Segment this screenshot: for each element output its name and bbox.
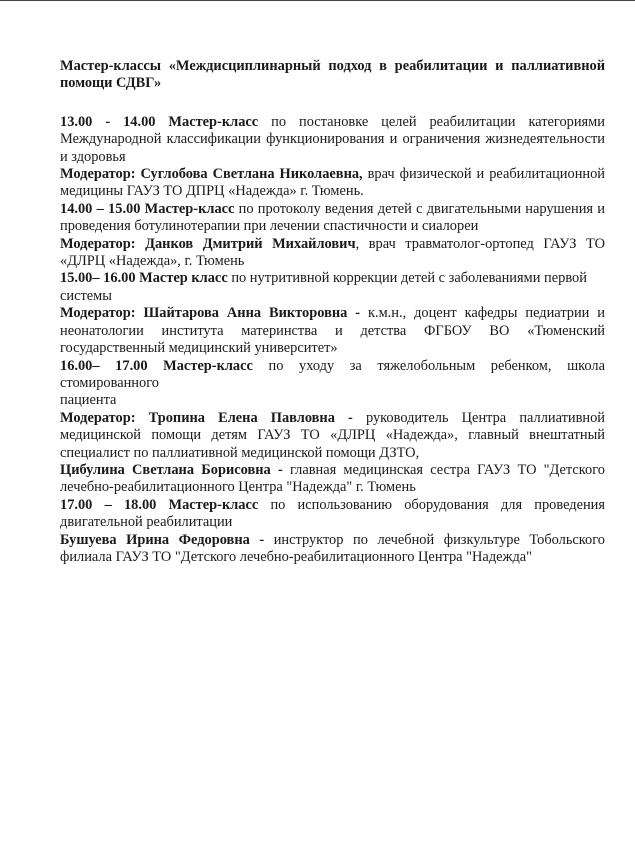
session-3-moderator-role: к.м.н., доцент кафедры педиатрии и неонатологии института материнства и детства ФГБОУ ВО «Тюменский государственный медицинский университет» xyxy=(60,305,606,357)
session-2-topic: по протоколу ведения детей с двигательными нарушения и проведения ботулинотерапии при лечении спастичности и сиалореи xyxy=(60,200,605,235)
session-1-moderator-name: Модератор: Суглобова Светлана Николаевна, xyxy=(60,166,363,183)
session-5-time: 17.00 – 18.00 Мастер-класс xyxy=(60,496,259,513)
session-2-moderator-name: Модератор: Данков Дмитрий Михайлович xyxy=(60,235,356,252)
session-4-moderator xyxy=(60,410,605,462)
session-5-moderator xyxy=(60,532,605,567)
document-page xyxy=(60,58,605,566)
session-2-moderator-role: , врач травматолог-ортопед ГАУЗ ТО «ДЛРЦ «Надежда», г. Тюмень xyxy=(60,235,605,270)
session-2-description xyxy=(60,201,605,236)
session-4-topic-tail: пациента xyxy=(60,392,117,409)
session-1-moderator xyxy=(60,166,605,201)
session-5-moderator-role: инструктор по лечебной физкультуре Тобольского филиала ГАУЗ ТО "Детского лечебно-реабилитационного Центра "Надежда" xyxy=(60,531,605,565)
session-4-co-moderator-name: Цибулина Светлана Борисовна - xyxy=(60,461,283,478)
session-4-time: 16.00– 17.00 Мастер-класс xyxy=(60,357,253,374)
session-4-topic: по уходу за тяжелобольным ребенком, школа стомированного xyxy=(60,357,605,391)
session-1-description xyxy=(60,114,605,166)
session-3-time: 15.00– 16.00 Мастер класс xyxy=(60,270,228,287)
session-4-moderator-role: руководитель Центра паллиативной медицинской помощи детям ГАУЗ ТО «ДЛРЦ «Надежда», главный внештатный специалист по паллиативной медицинской помощи ДЗТО, xyxy=(60,409,605,461)
session-3-moderator-name: Модератор: Шайтарова Анна Викторовна - xyxy=(60,305,361,322)
session-3-description xyxy=(60,270,605,305)
page-top-border xyxy=(0,0,635,1)
session-4-description xyxy=(60,358,605,410)
session-3-topic: по нутритивной коррекции детей с заболеваниями первой xyxy=(227,270,587,287)
session-1-topic: по постановке целей реабилитации категориями Международной классификации функционирования и ограничения жизнедеятельности и здоровья xyxy=(60,113,605,165)
session-4-moderator-name: Модератор: Тропина Елена Павловна - xyxy=(60,409,353,426)
session-5-moderator-name: Бушуева Ирина Федоровна - xyxy=(60,531,265,548)
session-3-topic-tail: системы xyxy=(60,287,112,304)
session-2-moderator xyxy=(60,236,605,271)
session-4-co-moderator-role: главная медицинская сестра ГАУЗ ТО "Детского лечебно-реабилитационного Центра "Надежда" г. Тюмень xyxy=(60,461,605,496)
session-4-co-moderator xyxy=(60,462,605,497)
session-3-moderator xyxy=(60,305,605,357)
session-5-description xyxy=(60,497,605,532)
session-2-time: 14.00 – 15.00 Мастер-класс xyxy=(60,200,235,217)
session-1-time: 13.00 - 14.00 Мастер-класс xyxy=(60,113,259,130)
document-title: Мастер-классы «Междисциплинарный подход в реабилитации и паллиативной помощи СДВГ» xyxy=(60,58,605,92)
session-1-moderator-role: врач физической и реабилитационной медицины ГАУЗ ТО ДПРЦ «Надежда» г. Тюмень. xyxy=(60,166,606,200)
session-5-topic: по использованию оборудования для проведения двигательной реабилитации xyxy=(60,496,605,531)
